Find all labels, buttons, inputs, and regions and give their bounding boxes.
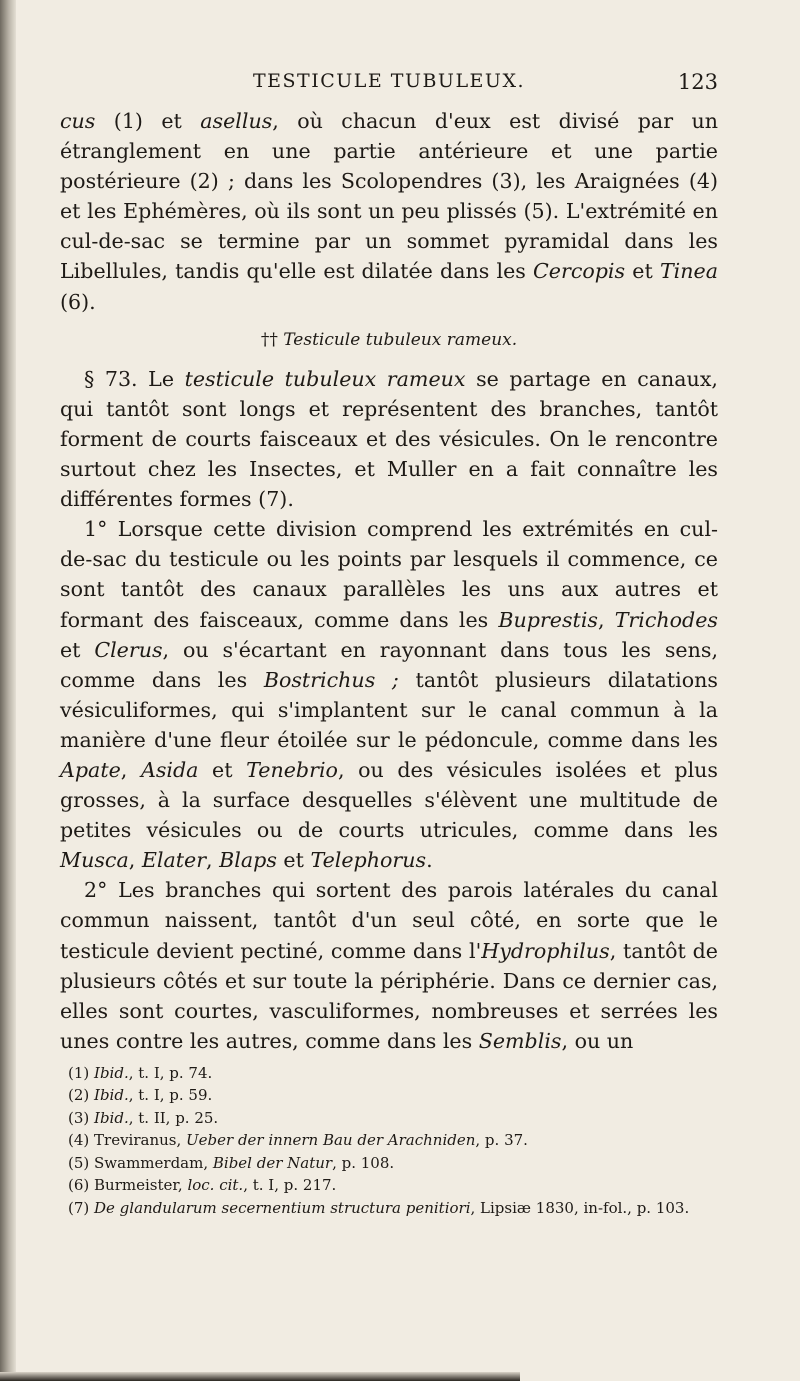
citation-text: , Lipsiæ 1830, in-fol., p. 103. [470,1198,690,1217]
taxon-name: Hydrophilus [481,938,610,963]
text-run: § 73. Le [84,366,185,391]
section-subheading [60,325,718,355]
footnote-number: (5) [68,1153,95,1172]
citation-italic: Bibel der Natur [212,1153,333,1172]
citation-italic: Ibid. [94,1063,129,1082]
footnote [60,1084,718,1107]
page-bottom-edge [0,1372,520,1381]
text-run: , où chacun d'eux est divisé par un étranglement en une partie antérieure et une partie postérieure (2) ; dans les Scolopendres (3), les Araignées (4) et les Ephémères, où ils sont un peu plissés (5). L'extrémité en cul-de-sac se termine par un sommet pyramidal dans les Libellules, tandis qu'elle est dilatée dans les [60,109,718,284]
taxon-name: Tenebrio [246,757,338,782]
citation-author: Swammerdam, [94,1153,213,1172]
taxon-name: cus [60,109,96,133]
citation-text: , t. I, p. 217. [243,1176,337,1195]
text-run: (6). [60,289,96,314]
citation-italic: Ueber der innern Bau der Arachniden [186,1131,476,1150]
taxon-name: Apate [60,757,121,782]
footnote [60,1107,718,1130]
text-run: et [60,637,95,662]
taxon-name: Tinea [659,259,718,284]
citation-text: , t. I, p. 59. [128,1086,213,1105]
footnote [60,1062,718,1085]
citation-italic: loc. cit. [187,1176,244,1195]
taxon-name: Blaps [219,848,277,873]
citation-text: , p. 37. [475,1131,528,1150]
term-italic: testicule tubuleux rameux [184,366,466,391]
text-run: . [426,848,433,873]
taxon-name: Telephorus [310,848,427,873]
taxon-name: Asida [140,757,199,782]
citation-italic: Ibid. [94,1108,129,1127]
citation-italic: Ibid. [94,1086,129,1105]
footnote [60,1197,718,1220]
page-number: 123 [677,70,718,94]
running-header [60,70,718,106]
footnote-number: (4) [68,1131,95,1150]
footnote-number: (1) [68,1063,95,1082]
text-run: , tantôt de plusieurs côtés et sur toute la périphérie. Dans ce dernier cas, elles sont courtes, vasculiformes, nombreuses et serrées les unes contre les autres, comme dans les [60,938,718,1053]
taxon-name: Semblis [478,1028,562,1053]
text-run: et [198,757,247,782]
footnote [60,1174,718,1197]
citation-italic: De glandularum secernentium structura penitiori [94,1198,471,1217]
text-run: , ou s'écartant en rayonnant dans tous les sens, comme dans les [60,637,718,692]
footnote [60,1129,718,1152]
citation-author: Burmeister, [94,1176,188,1195]
text-run: tantôt plusieurs dilatations vésiculiformes, qui s'implantent sur le canal commun à la manière d'une fleur étoilée sur le pédoncule, comme dans les [60,667,718,752]
citation-text: , p. 108. [332,1153,395,1172]
text-run: , [120,757,141,782]
citation-text: , t. II, p. 25. [128,1108,219,1127]
text-run: 2° Les branches qui sortent des parois latérales du canal commun naissent, tantôt d'un seul côté, en sorte que le testicule devient pectiné, comme dans l' [60,878,718,963]
book-binding-shadow [0,0,16,1381]
text-run: , ou des vésicules isolées et plus grosses, à la surface desquelles s'élèvent une multitude de petites vésicules ou de courts utricules, comme dans les [60,757,718,843]
text-run: , [206,848,220,873]
footnote-number: (2) [68,1086,95,1105]
dagger-mark: †† [260,329,278,350]
text-run: , ou un [561,1028,634,1053]
text-run: , [597,607,615,632]
taxon-name: asellus [200,109,273,133]
text-run: (1) et [95,109,201,133]
footnote [60,1152,718,1175]
taxon-name: Bostrichus ; [263,667,399,692]
footnote-number: (3) [68,1108,95,1127]
text-run: 1° Lorsque cette division comprend les extrémités en cul-de-sac du testicule ou les points par lesquels il commence, ce sont tantôt des canaux parallèles les uns aux autres et formant des faisceaux, comme dans les [60,517,718,632]
main-text [60,106,718,1056]
paragraph-point-1 [60,514,718,875]
paragraph-continuation [60,106,718,317]
taxon-name: Elater [141,848,207,873]
footnotes [60,1062,718,1220]
paragraph-73 [60,364,718,514]
paragraph-point-2 [60,875,718,1056]
footnote-number: (7) [68,1198,95,1217]
text-run: et [625,259,660,284]
text-run: se partage en canaux, qui tantôt sont longs et représentent des branches, tantôt forment de courts faisceaux et des vésicules. On le rencontre surtout chez les Insectes, et Muller en a fait connaître les différentes formes (7). [60,366,718,512]
footnote-number: (6) [68,1176,95,1195]
subheading-text: Testicule tubuleux rameux. [283,329,518,350]
citation-author: Treviranus, [94,1131,187,1150]
book-page [60,70,718,1219]
text-run: et [276,848,311,873]
taxon-name: Buprestis [498,607,598,632]
taxon-name: Trichodes [614,607,718,632]
taxon-name: Clerus [94,637,163,662]
citation-text: , t. I, p. 74. [128,1063,213,1082]
text-run: , [128,848,142,873]
taxon-name: Cercopis [533,259,626,284]
taxon-name: Musca [60,848,129,873]
running-title: TESTICULE TUBULEUX. [252,70,526,92]
